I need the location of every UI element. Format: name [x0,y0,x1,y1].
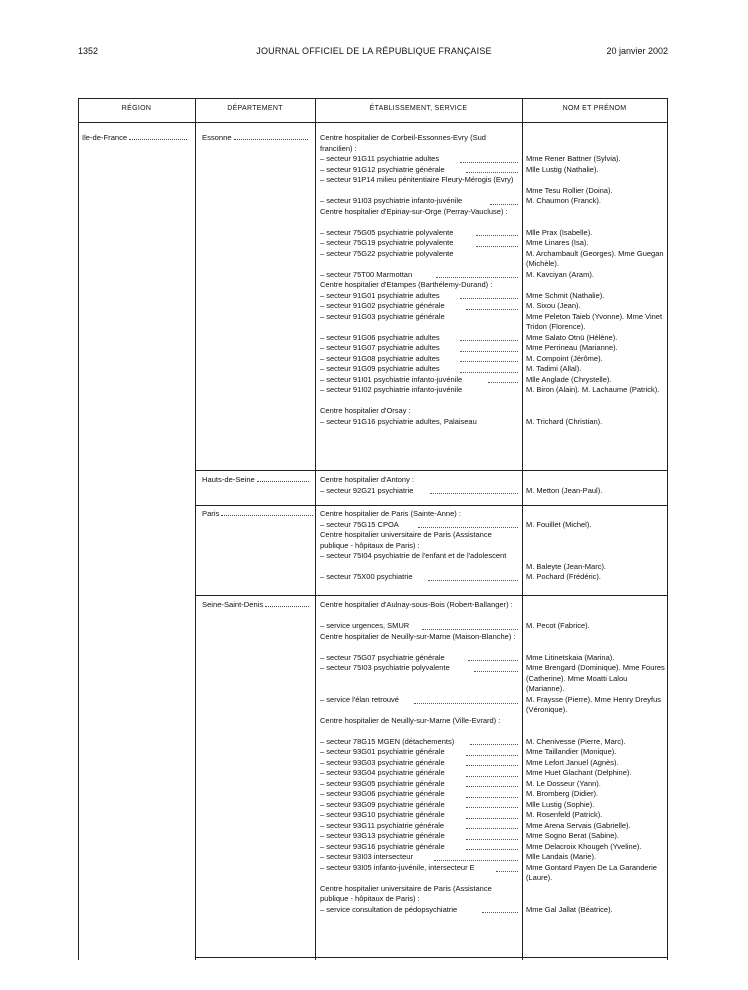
table-border-top [78,98,667,99]
service-line [320,863,518,884]
header-divider [78,122,667,123]
establishment-block [320,133,518,427]
establishment-heading: Centre hospitalier de Neuilly-sur-Marne (Maison-Blanche) : [320,631,516,641]
service-label: – secteur 93G11 psychiatrie générale [320,820,445,830]
person-name: Mme Salato Otnü (Hélène). [526,332,618,342]
service-label: – secteur 75G05 psychiatrie polyvalente [320,227,454,237]
service-label: – secteur 93G03 psychiatrie générale [320,757,445,767]
dot-leader [221,509,313,516]
dot-leader [460,361,518,362]
person-name: Mme Gontard Payen De La Garanderie (Laure). [526,862,657,882]
service-label: – secteur 75I03 psychiatrie polyvalente [320,663,450,672]
person-name: M. Chenivesse (Pierre, Marc). [526,736,626,746]
service-label: – secteur 93G04 psychiatrie générale [320,768,445,777]
dot-leader [470,744,518,745]
service-line [320,249,518,270]
column-header-region: RÉGION [121,105,152,112]
department-cell [202,475,309,486]
dot-leader [466,828,518,829]
dot-leader [468,660,518,661]
service-label: – secteur 91G12 psychiatrie générale [320,164,445,174]
person-name: M. Pecot (Fabrice). [526,621,590,630]
person-name: M. Baleyte (Jean-Marc). [526,561,607,571]
person-name: Mme Perrineau (Marianne). [526,343,618,352]
service-line [320,385,518,406]
person-name: M. Archambault (Georges). Mme Guegan (Michèle). [526,248,664,268]
service-label: – secteur 92G21 psychiatrie [320,485,414,495]
service-line [320,831,518,842]
names-block [526,133,666,427]
person-name: Mme Lefort Januel (Agnès). [526,757,619,767]
service-label: – secteur 91G07 psychiatrie adultes [320,343,440,352]
dot-leader [460,340,518,341]
service-label: – secteur 93G10 psychiatrie générale [320,810,445,819]
service-line [320,354,518,365]
region-cell [82,133,187,144]
dot-leader [474,671,518,672]
service-line [320,737,518,748]
column-divider [195,98,196,960]
service-line [320,747,518,758]
column-header-name: NOM ET PRÉNOM [562,105,627,112]
service-line [320,758,518,769]
establishment-block [320,600,518,915]
person-name: M. Le Dosseur (Yann). [526,778,601,788]
person-name: M. Tadimi (Allal). [526,364,582,373]
department-cell [202,600,309,611]
person-name: Mlle Prax (Isabelle). [526,227,593,237]
person-name: M. Sixou (Jean). [526,301,581,310]
service-line [320,343,518,354]
table-border-right [667,98,668,960]
service-line [320,364,518,375]
service-line [320,270,518,281]
names-block [526,600,666,915]
establishment-heading: Centre hospitalier universitaire de Paris (Assistance publique - hôpitaux de Paris) : [320,883,492,903]
dot-leader [482,912,518,913]
person-name: Mme Taillandier (Monique). [526,747,617,756]
dot-leader [490,204,518,205]
service-label: – secteur 75X00 psychiatrie [320,572,413,581]
service-line [320,789,518,800]
dot-leader [476,246,518,247]
dot-leader [414,703,518,704]
column-header-establishment: ÉTABLISSEMENT, SERVICE [369,105,468,112]
service-line [320,301,518,312]
person-name: Mme Rener Battner (Sylvia). [526,154,621,163]
person-name: Mlle Anglade (Chrystelle). [526,374,612,384]
service-line [320,520,518,531]
dot-leader [428,580,518,581]
person-name: M. Metton (Jean-Paul). [526,485,603,495]
service-label: – secteur 75G15 CPOA [320,519,399,529]
establishment-heading: Centre hospitalier d'Antony : [320,475,414,484]
service-label: – secteur 91I01 psychiatrie infanto-juvénile [320,374,463,384]
service-line [320,238,518,249]
column-header-department: DÉPARTEMENT [227,105,283,112]
service-line [320,486,518,497]
service-line [320,779,518,790]
department-label: Seine-Saint-Denis [202,600,264,609]
service-label: – service urgences, SMUR [320,621,410,630]
establishment-heading: Centre hospitalier de Neuilly-sur-Marne (Ville-Evrard) : [320,715,501,725]
service-line [320,165,518,176]
dot-leader [430,493,518,494]
establishment-heading: Centre hospitalier d'Aulnay-sous-Bois (Robert-Ballanger) : [320,600,513,609]
establishment-heading: Centre hospitalier universitaire de Paris (Assistance publique - hôpitaux de Paris) : [320,530,492,550]
dot-leader [466,309,518,310]
service-label: – service l'élan retrouvé [320,694,399,704]
dot-leader [466,849,518,850]
person-name: Mme Delacroix Khougeh (Yveline). [526,841,642,851]
dot-leader [466,755,518,756]
service-label: – secteur 75G22 psychiatrie polyvalente [320,248,454,258]
establishment-heading: Centre hospitalier d'Etampes (Barthélemy-Durand) : [320,280,493,289]
service-label: – secteur 91G01 psychiatrie adultes [320,290,440,300]
service-line [320,196,518,207]
dot-leader [466,776,518,777]
person-name: Mme Litinetskaia (Marina). [526,652,615,662]
service-line: – secteur 75I04 psychiatrie de l'enfant et de l'adolescent [320,551,507,560]
dot-leader [129,133,187,140]
dot-leader [460,298,518,299]
establishment-block [320,475,518,496]
dot-leader [488,382,518,383]
service-line [320,312,518,333]
person-name: Mme Tesu Rollier (Doina). [526,185,613,195]
service-line [320,821,518,832]
department-divider [195,595,667,596]
dot-leader [265,600,309,607]
service-label: – secteur 93G16 psychiatrie générale [320,841,445,851]
dot-leader [496,871,518,872]
department-cell [202,509,313,520]
service-line [320,810,518,821]
person-name: M. Kavciyan (Aram). [526,269,594,279]
establishment-heading: Centre hospitalier d'Epinay-sur-Orge (Perray-Vaucluse) : [320,206,508,216]
names-block [526,509,666,583]
dot-leader [436,277,518,278]
person-name: Mlle Lustig (Nathalie). [526,164,599,174]
service-line [320,800,518,811]
column-divider [522,98,523,960]
column-divider [315,98,316,960]
dot-leader [460,372,518,373]
publication-date: 20 janvier 2002 [606,46,668,56]
department-cell [202,133,308,144]
service-label: – secteur 75G07 psychiatrie générale [320,652,445,662]
dot-leader [466,807,518,808]
person-name: Mme Sogno Berat (Sabine). [526,831,619,840]
dot-leader [466,786,518,787]
person-name: Mme Schmit (Nathalie). [526,290,605,300]
service-label: – secteur 93I03 intersecteur [320,852,413,861]
person-name: Mme Huet Glachant (Delphine). [526,768,632,777]
service-label: – secteur 91G06 psychiatrie adultes [320,332,440,342]
service-label: – secteur 93G01 psychiatrie générale [320,747,445,756]
dot-leader [422,629,518,630]
service-line [320,621,518,632]
person-name: M. Fouillet (Michel). [526,519,592,529]
service-line: – secteur 91P14 milieu pénitentiaire Fleury-Mérogis (Evry) [320,175,514,184]
dot-leader [460,162,518,163]
journal-title: JOURNAL OFFICIEL DE LA RÉPUBLIQUE FRANÇAISE [256,46,492,56]
dot-leader [466,797,518,798]
service-line [320,291,518,302]
person-name: M. Compoint (Jérôme). [526,353,603,363]
establishment-block [320,509,518,583]
service-label: – secteur 93G13 psychiatrie générale [320,831,445,840]
service-line [320,842,518,853]
service-label: – secteur 91G08 psychiatrie adultes [320,353,440,363]
person-name: Mme Brengard (Dominique). Mme Foures (Catherine). Mme Moatti Lalou (Marianne). [526,663,665,693]
person-name: M. Bromberg (Didier). [526,789,599,798]
dot-leader [418,527,518,528]
service-line [320,663,518,695]
department-divider [195,470,667,471]
dot-leader [234,133,308,140]
person-name: M. Fraysse (Pierre). Mme Henry Dreyfus (Véronique). [526,694,662,714]
table-border-left [78,98,79,960]
service-line [320,375,518,386]
person-name: Mme Peleton Taieb (Yvonne). Mme Vinet Tridon (Florence). [526,311,663,331]
service-label: – secteur 91I02 psychiatrie infanto-juvénile [320,385,463,394]
department-label: Essonne [202,133,232,142]
dot-leader [466,765,518,766]
establishment-heading: Centre hospitalier de Paris (Sainte-Anne) : [320,509,461,518]
dot-leader [476,235,518,236]
service-label: – secteur 91G02 psychiatrie générale [320,301,445,310]
establishment-heading: Centre hospitalier de Corbeil-Essonnes-Evry (Sud francilien) : [320,133,486,153]
service-label: – secteur 91G09 psychiatrie adultes [320,364,440,373]
person-name: M. Biron (Alain). M. Lachaume (Patrick). [526,385,660,394]
service-label: – secteur 93I05 infanto-juvénile, intersecteur E [320,862,475,872]
service-label: – secteur 75T00 Marmottan [320,269,413,279]
service-line [320,768,518,779]
names-block [526,475,666,496]
service-label: – secteur 93G05 psychiatrie générale [320,778,445,788]
service-label: – service consultation de pédopsychiatrie [320,904,458,914]
service-line [320,653,518,664]
service-line [320,852,518,863]
person-name: M. Trichard (Christian). [526,416,603,426]
service-label: – secteur 91G11 psychiatrie adultes [320,154,440,163]
service-label: – secteur 91I03 psychiatrie infanto-juvénile [320,196,463,205]
establishment-heading: Centre hospitalier d'Orsay : [320,406,411,415]
person-name: M. Pochard (Frédéric). [526,572,602,581]
dot-leader [257,475,309,482]
dot-leader [466,818,518,819]
service-line [320,154,518,165]
service-label: – secteur 91G03 psychiatrie générale [320,311,445,321]
department-label: Paris [202,509,220,518]
dot-leader [460,351,518,352]
dot-leader [466,172,518,173]
person-name: Mlle Landais (Marie). [526,852,597,861]
service-line [320,695,518,716]
appointments-table [78,98,667,960]
person-name: M. Chaumon (Franck). [526,196,602,205]
person-name: Mme Arena Servais (Gabrielle). [526,820,631,830]
service-line [320,333,518,344]
service-line [320,905,518,916]
department-divider [195,957,667,958]
person-name: Mme Gal Jallat (Béatrice). [526,904,613,914]
person-name: M. Rosenfeld (Patrick). [526,810,603,819]
service-label: – secteur 93G06 psychiatrie générale [320,789,445,798]
department-divider [195,505,667,506]
service-line [320,572,518,583]
dot-leader [434,860,518,861]
service-line [320,228,518,239]
service-label: – secteur 91G16 psychiatrie adultes, Palaiseau [320,416,477,426]
service-label: – secteur 93G09 psychiatrie générale [320,799,445,809]
dot-leader [466,839,518,840]
person-name: Mlle Lustig (Sophie). [526,799,595,809]
region-label: Ile-de-France [82,133,128,142]
department-label: Hauts-de-Seine [202,475,255,484]
page-number: 1352 [78,46,99,56]
person-name: Mme Linares (Isa). [526,238,589,247]
service-line [320,417,518,428]
service-label: – secteur 78G15 MGEN (détachements) [320,736,455,746]
service-label: – secteur 75G19 psychiatrie polyvalente [320,238,454,247]
